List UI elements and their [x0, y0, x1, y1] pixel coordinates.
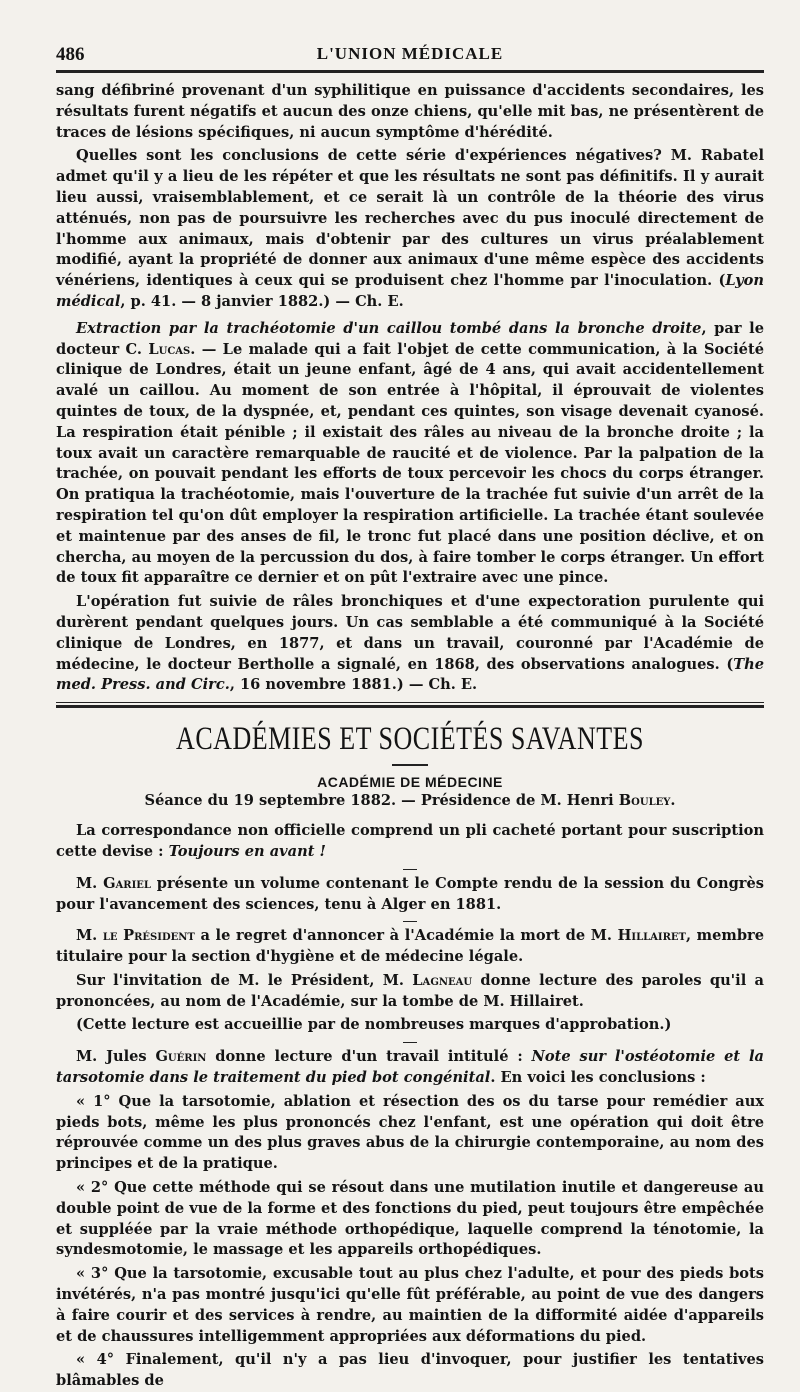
sub-heading: ACADÉMIE DE MÉDECINE	[317, 774, 503, 791]
heading-rule	[392, 764, 428, 766]
author-name: Lucas	[148, 340, 191, 358]
separator	[403, 921, 417, 922]
conclusion-item: « 1° Que la tarsotomie, ablation et résection des os du tarse pour remédier aux pieds bots, même les plus prononcés chez l'enfant, est une opération qui doit être réprouvée comme un des plus graves abus de la chirurgie contemporaine, au nom des principes et de la pratique.	[56, 1092, 764, 1173]
conclusion-item: « 3° Que la tarsotomie, excusable tout au plus chez l'adulte, et pour des pieds bots invétérés, n'a pas montré jusqu'ici qu'elle fût préférable, au point de vue des dangers à faire courir et des services à rendre, au maintien de la difformité aidée d'appareils et de chaussures intelligemment appropriées aux déformations du pied.	[56, 1265, 764, 1345]
article-title: Extraction par la trachéotomie d'un caillou tombé dans la bronche droite	[76, 319, 702, 337]
session-line: Séance du 19 septembre 1882. — Présidence de M. Henri Bouley.	[144, 792, 676, 810]
running-head	[56, 36, 764, 66]
motto: Toujours en avant !	[168, 842, 326, 860]
paragraph: Sur l'invitation de M. le Président, M. Lagneau donne lecture des paroles qu'il a prononcées, au nom de l'Académie, sur la tombe de M. Hillairet.	[56, 971, 764, 1010]
conclusion-item: « 2° Que cette méthode qui se résout dans une mutilation inutile et dangereuse au double point de vue de la forme et des fonctions du pied, peut toujours être empêchée et suppléée par la vraie méthode orthopédique, laquelle comprend la ténotomie, la syndesmotomie, le massage et les appareils orthopédiques.	[56, 1179, 764, 1259]
work-title: Note sur l'ostéotomie et la tarsotomie dans le traitement du pied bot congénital	[56, 1048, 764, 1087]
conclusion-item: « 4° Finalement, qu'il n'y a pas lieu d'invoquer, pour justifier les tentatives blâmables de	[56, 1351, 764, 1390]
conclusions	[56, 1092, 764, 1392]
section-heading: ACADÉMIES ET SOCIÉTÉS SAVANTES	[176, 720, 644, 757]
source-citation: Lyon médical	[56, 272, 764, 310]
source-citation: The med. Press. and Circ.	[56, 655, 764, 694]
article-syphilis	[56, 81, 764, 313]
section-rule	[56, 702, 764, 708]
article-tracheotomie	[56, 319, 764, 696]
paragraph: M. Gariel présente un volume contenant le Compte rendu de la session du Congrès pour l'avancement des sciences, tenu à Alger en 1881.	[56, 874, 764, 913]
paragraph: (Cette lecture est accueillie par de nombreuses marques d'approbation.)	[76, 1016, 672, 1034]
header-rule	[56, 70, 764, 73]
paragraph: M. le Président a le regret d'annoncer à l'Académie la mort de M. Hillairet, membre titulaire pour la section d'hygiène et de médecine légale.	[56, 927, 765, 966]
separator	[403, 869, 417, 870]
paragraph: La correspondance non officielle comprend un pli cacheté portant pour suscription cette devise : Toujours en avant !	[56, 822, 764, 860]
page-number: 486	[56, 44, 85, 65]
journal-title: L'UNION MÉDICALE	[316, 44, 504, 63]
paragraph: Extraction par la trachéotomie d'un caillou tombé dans la bronche droite, par le docteur C. Lucas. — Le malade qui a fait l'objet de cette communication, à la Société clinique de Londres, était un jeune enfant, âgé de 4 ans, qui avait accidentellement avalé un caillou. Au moment de son entrée à l'hôpital, il éprouvait de violentes quintes de toux, de la dyspnée, et, pendant ces quintes, son visage devenait cyanosé. La respiration était pénible ; il existait des râles au niveau de la bronche droite ; la toux avait un caractère remarquable de raucité et de violence. Par la palpation de la trachée, on pouvait pendant les efforts de toux percevoir les chocs du corps étranger. On pratiqua la trachéotomie, mais l'ouverture de la trachée fut suivie d'un arrêt de la respiration tel qu'on dût employer la respiration artificielle. La trachée étant soulevée et maintenue par des anses de fil, le tronc fut placé dans une position déclive, et on chercha, au moyen de la percussion du dos, à faire tomber le corps étranger. Un effort de toux fit apparaître ce dernier et on pût l'extraire avec une pince.	[56, 319, 764, 587]
paragraph: Quelles sont les conclusions de cette série d'expériences négatives? M. Rabatel admet qu'il y a lieu de les répéter et que les résultats ne sont pas définitifs. Il y aurait lieu aussi, vraisemblablement, et ce serait là un contrôle de la théorie des virus atténués, non pas de poursuivre les recherches avec du pus inoculé directement de l'homme aux animaux, mais d'obtenir par des cultures un virus préalablement modifié, ayant la propriété de donner aux animaux d'une même espèce des accidents vénériens, identiques à ceux qui se produisent chez l'homme par l'inoculation. (Lyon médical, p. 41. — 8 janvier 1882.) — Ch. E.	[56, 147, 764, 310]
paragraph: M. Jules Guérin donne lecture d'un travail intitulé : Note sur l'ostéotomie et la tarsotomie dans le traitement du pied bot congénital. En voici les conclusions :	[56, 1048, 764, 1087]
paragraph: sang défibriné provenant d'un syphilitique en puissance d'accidents secondaires, les résultats furent négatifs et aucun des onze chiens, qu'elle mit bas, ne présentèrent de traces de lésions spécifiques, ni aucun symptôme d'hérédité.	[56, 82, 764, 141]
paragraph: L'opération fut suivie de râles bronchiques et d'une expectoration purulente qui durèrent pendant quelques jours. Un cas semblable a été communiqué à la Société clinique de Londres, en 1877, et dans un travail, couronné par l'Académie de médecine, le docteur Bertholle a signalé, en 1868, des observations analogues. (The med. Press. and Circ., 16 novembre 1881.) — Ch. E.	[56, 593, 764, 694]
separator	[403, 1042, 417, 1043]
minutes	[56, 821, 764, 1089]
